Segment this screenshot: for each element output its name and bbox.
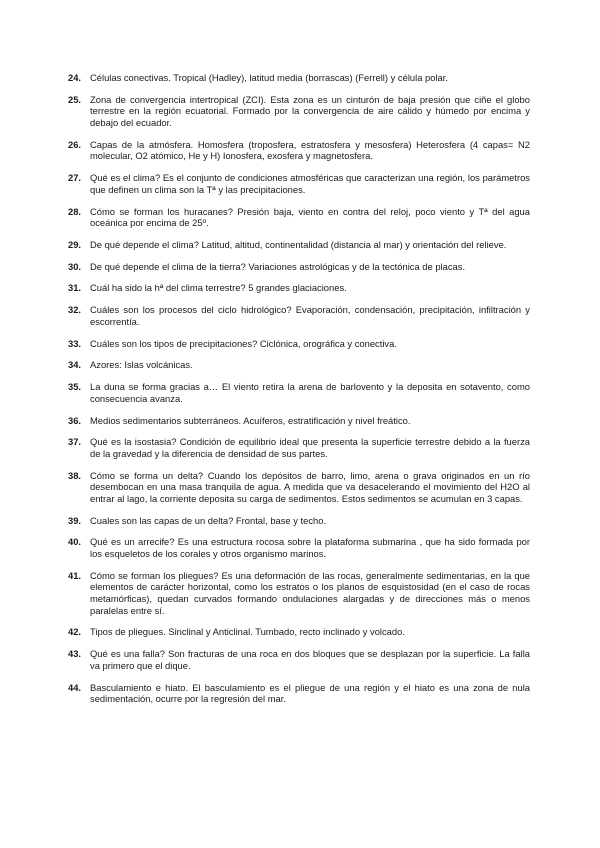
item-number: 37.	[68, 436, 82, 448]
list-item	[68, 514, 530, 527]
item-number: 33.	[68, 337, 82, 349]
item-number: 40.	[68, 536, 82, 548]
item-text: Cuál ha sido la hª del clima terrestre? 5 grandes glaciaciones.	[90, 282, 347, 294]
list-item	[68, 569, 530, 616]
list-item	[68, 648, 530, 671]
item-text: Cuáles son los procesos del ciclo hidrológico? Evaporación, condensación, precipitación, infiltración y escorrentía.	[90, 304, 530, 327]
list-item	[68, 681, 530, 705]
item-number: 35.	[68, 381, 82, 393]
item-text: Qué es el clima? Es el conjunto de condiciones atmosféricas que caracterizan una región, los parámetros que definen un clima son la Tª y las precipitaciones.	[90, 172, 530, 195]
item-text: Cuáles son los tipos de precipitaciones? Ciclónica, orográfica y conectiva.	[90, 337, 397, 349]
list-item	[68, 469, 530, 505]
list-item	[68, 626, 530, 638]
list-item	[68, 172, 530, 195]
item-number: 36.	[68, 414, 82, 426]
item-text: Azores: Islas volcánicas.	[90, 359, 193, 371]
item-text: Medios sedimentarios subterráneos. Acuíferos, estratificación y nivel freático.	[90, 414, 411, 426]
item-text: Cómo se forman los huracanes? Presión baja, viento en contra del reloj, poco viento y Tª del agua oceánica por encima de 25º.	[90, 205, 530, 229]
item-text: Cómo se forman los pliegues? Es una deformación de las rocas, generalmente sedimentarias, en la que elementos de carácter horizontal, como los estratos o los planos de esquistosidad (en el caso de rocas metamórficas), quedan curvados formando ondulaciones alargadas y de direcciones más o menos paralelas entre sí.	[90, 569, 530, 616]
list-item	[68, 536, 530, 560]
list-item	[68, 72, 530, 84]
item-number: 29.	[68, 238, 82, 250]
list-item	[68, 260, 530, 273]
list-item	[68, 381, 530, 404]
item-number: 24.	[68, 72, 82, 83]
item-number: 27.	[68, 172, 82, 184]
item-number: 25.	[68, 93, 82, 105]
list-item	[68, 205, 530, 229]
item-text: Tipos de pliegues. Sinclinal y Anticlinal. Tumbado, recto inclinado y volcado.	[90, 626, 405, 638]
item-number: 26.	[68, 138, 82, 150]
list-item	[68, 359, 530, 371]
item-number: 34.	[68, 359, 82, 371]
list-item	[68, 93, 530, 129]
item-number: 43.	[68, 648, 82, 660]
item-text: Qué es un arrecife? Es una estructura rocosa sobre la plataforma submarina , que ha sido formada por los esqueletos de los corales y otros organismo marinos.	[90, 536, 530, 560]
item-number: 38.	[68, 469, 82, 481]
item-text: Cómo se forma un delta? Cuando los depósitos de barro, limo, arena o grava originados en un río desembocan en una masa tranquila de agua. A medida que va desacelerando el movimiento del H2O al entrar al lago, la corriente deposita su carga de sedimentos. Estos sedimentos se acumulan en 3 capas.	[90, 469, 530, 504]
item-text: Qué es la isostasia? Condición de equilibrio ideal que presenta la superficie terrestre debido a la fuerza de la gravedad y la diferencia de densidad de sus partes.	[90, 436, 530, 459]
list-item	[68, 238, 530, 251]
item-number: 42.	[68, 626, 82, 638]
item-text: Basculamiento e hiato. El basculamiento es el pliegue de una región y el hiato es una zona de nula sedimentación, ocurre por la regresión del mar.	[90, 681, 530, 705]
item-text: La duna se forma gracias a… El viento retira la arena de barlovento y la deposita en sotavento, como consecuencia avanza.	[90, 381, 530, 404]
list-item	[68, 282, 530, 294]
item-number: 28.	[68, 205, 82, 217]
item-text: Células conectivas. Tropical (Hadley), latitud media (borrascas) (Ferrell) y célula polar.	[90, 72, 448, 83]
item-text: Cuales son las capas de un delta? Frontal, base y techo.	[90, 514, 327, 526]
list-item	[68, 414, 530, 427]
item-text: Capas de la atmósfera. Homosfera (troposfera, estratosfera y mesosfera) Heterosfera (4 capas= N2 molecular, O2 atómico, He y H) Ionosfera, exosfera y magnetosfera.	[90, 138, 530, 162]
item-text: De qué depende el clima? Latitud, altitud, continentalidad (distancia al mar) y orientación del relieve.	[90, 238, 507, 250]
item-number: 32.	[68, 304, 82, 316]
item-number: 41.	[68, 569, 82, 581]
item-text: Zona de convergencia intertropical (ZCI). Esta zona es un cinturón de baja presión que ciñe el globo terrestre en la región ecuatorial. Formado por la convergencia de aire cálido y húmedo por encima y debajo del ecuador.	[90, 93, 530, 128]
list-item	[68, 436, 530, 459]
item-number: 39.	[68, 514, 82, 526]
item-text: De qué depende el clima de la tierra? Variaciones astrológicas y de la tectónica de placas.	[90, 260, 466, 272]
list-item	[68, 337, 530, 350]
item-number: 31.	[68, 282, 82, 294]
item-text: Qué es una falla? Son fracturas de una roca en dos bloques que se desplazan por la superficie. La falla va primero que el dique.	[90, 648, 530, 671]
item-number: 44.	[68, 681, 82, 693]
item-number: 30.	[68, 260, 82, 272]
list-item	[68, 138, 530, 162]
list-item	[68, 304, 530, 327]
